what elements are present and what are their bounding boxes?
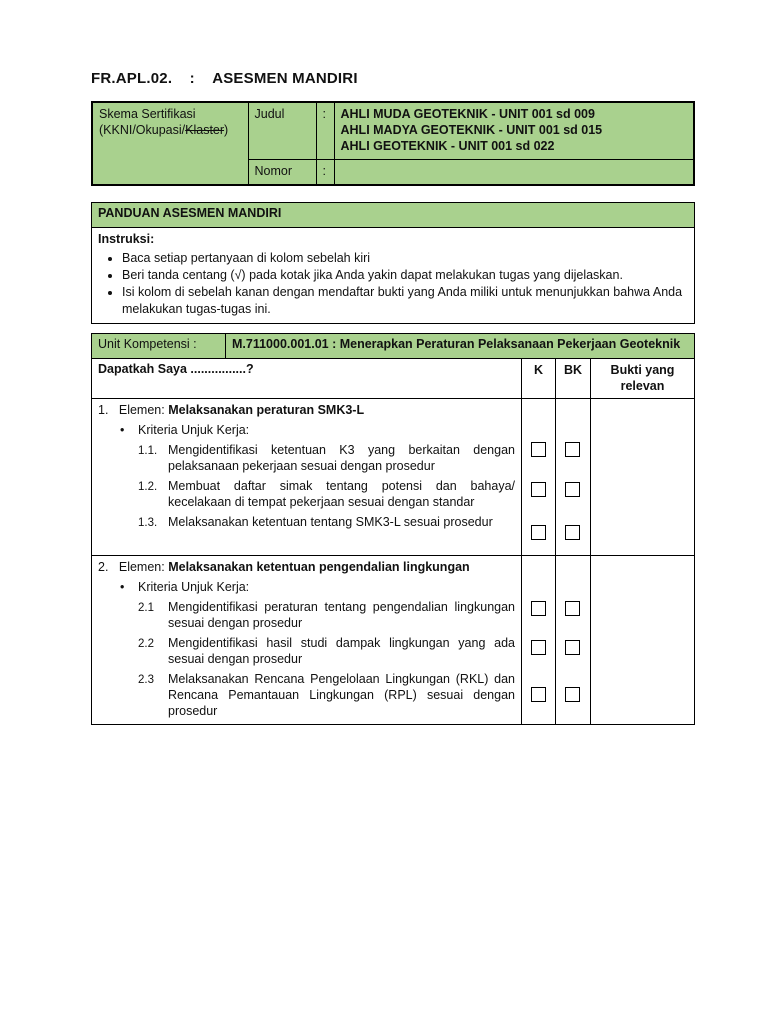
instruksi-label: Instruksi: xyxy=(98,232,155,246)
bk-checkbox[interactable] xyxy=(565,601,580,616)
judul-label: Judul xyxy=(248,102,316,159)
judul-line: AHLI MUDA GEOTEKNIK - UNIT 001 sd 009 xyxy=(340,107,595,121)
title-separator: : xyxy=(189,70,195,87)
bukti-cell[interactable] xyxy=(591,556,695,725)
kuk-item: 2.1 Mengidentifikasi peraturan tentang pengendalian lingkungan sesuai dengan prosedur xyxy=(138,600,515,630)
klaster-strikethrough: Klaster xyxy=(185,123,225,137)
skema-label: Skema Sertifikasi xyxy=(99,107,196,121)
instruksi-cell xyxy=(92,228,695,324)
column-bukti: Bukti yang relevan xyxy=(591,359,695,399)
kuk-item: 2.2 Mengidentifikasi hasil studi dampak lingkungan yang ada sesuai dengan prosedur xyxy=(138,636,515,666)
judul-line: AHLI MADYA GEOTEKNIK - UNIT 001 sd 015 xyxy=(340,123,603,137)
bk-checkbox[interactable] xyxy=(565,640,580,655)
nomor-label: Nomor xyxy=(248,159,316,185)
instruksi-item: • Beri tanda centang (√) pada kotak jika Anda yakin dapat melakukan tugas yang dijelaskan. xyxy=(122,267,688,284)
nomor-value[interactable] xyxy=(334,159,694,185)
k-checkbox-column xyxy=(522,399,556,556)
kuk-item: 2.3 Melaksanakan Rencana Pengelolaan Lingkungan (RKL) dan Rencana Pemantauan Lingkungan (RPL) sesuai dengan prosedur xyxy=(138,672,515,718)
column-bk: BK xyxy=(556,359,591,399)
kuk-item: 1.1. Mengidentifikasi ketentuan K3 yang berkaitan dengan pelaksanaan pekerjaan sesuai dengan prosedur xyxy=(138,443,515,473)
judul-value xyxy=(334,102,694,159)
column-k: K xyxy=(522,359,556,399)
k-checkbox-column xyxy=(522,556,556,725)
question-header: Dapatkah Saya ................? xyxy=(92,359,522,399)
k-checkbox[interactable] xyxy=(531,640,546,655)
unit-table xyxy=(91,333,695,725)
document-code: FR.APL.02. xyxy=(91,70,173,87)
elemen-name: Melaksanakan peraturan SMK3-L xyxy=(168,403,365,417)
instruksi-item: • Isi kolom di sebelah kanan dengan mendaftar bukti yang Anda miliki untuk menunjukkan bahwa Anda melakukan tugas-tugas ini. xyxy=(122,284,688,318)
document-title xyxy=(91,70,358,87)
judul-colon: : xyxy=(316,102,334,159)
skema-table xyxy=(91,101,695,186)
unit-label: Unit Kompetensi : xyxy=(92,334,226,359)
k-checkbox[interactable] xyxy=(531,442,546,457)
bukti-cell[interactable] xyxy=(591,399,695,556)
bk-checkbox-column xyxy=(556,556,591,725)
kuk-title: • Kriteria Unjuk Kerja: xyxy=(120,422,515,438)
skema-label-types: (KKNI/Okupasi/Klaster) xyxy=(99,123,229,137)
elemen-heading: 1. Elemen: Melaksanakan peraturan SMK3-L xyxy=(98,403,365,417)
unit-code-title: M.711000.001.01 : Menerapkan Peraturan Pelaksanaan Pekerjaan Geoteknik xyxy=(226,334,695,359)
k-checkbox[interactable] xyxy=(531,601,546,616)
kuk-item: 1.2. Membuat daftar simak tentang potensi dan bahaya/ kecelakaan di tempat pekerjaan sesuai dengan standar xyxy=(138,479,515,509)
elemen-heading: 2. Elemen: Melaksanakan ketentuan pengendalian lingkungan xyxy=(98,560,470,574)
elemen-name: Melaksanakan ketentuan pengendalian lingkungan xyxy=(168,560,470,574)
bk-checkbox[interactable] xyxy=(565,482,580,497)
instruksi-list xyxy=(98,250,688,318)
panduan-heading: PANDUAN ASESMEN MANDIRI xyxy=(92,203,695,228)
bk-checkbox[interactable] xyxy=(565,525,580,540)
judul-line: AHLI GEOTEKNIK - UNIT 001 sd 022 xyxy=(340,139,555,153)
nomor-colon: : xyxy=(316,159,334,185)
k-checkbox[interactable] xyxy=(531,687,546,702)
k-checkbox[interactable] xyxy=(531,482,546,497)
document-name: ASESMEN MANDIRI xyxy=(212,70,358,87)
bk-checkbox[interactable] xyxy=(565,442,580,457)
k-checkbox[interactable] xyxy=(531,525,546,540)
elemen-cell xyxy=(92,399,522,556)
panduan-table xyxy=(91,202,695,324)
instruksi-item: • Baca setiap pertanyaan di kolom sebelah kiri xyxy=(122,250,688,267)
bk-checkbox-column xyxy=(556,399,591,556)
kuk-item: 1.3. Melaksanakan ketentuan tentang SMK3-L sesuai prosedur xyxy=(138,515,493,529)
elemen-cell xyxy=(92,556,522,725)
skema-label-cell xyxy=(92,102,248,185)
bk-checkbox[interactable] xyxy=(565,687,580,702)
kuk-title: • Kriteria Unjuk Kerja: xyxy=(120,579,515,595)
